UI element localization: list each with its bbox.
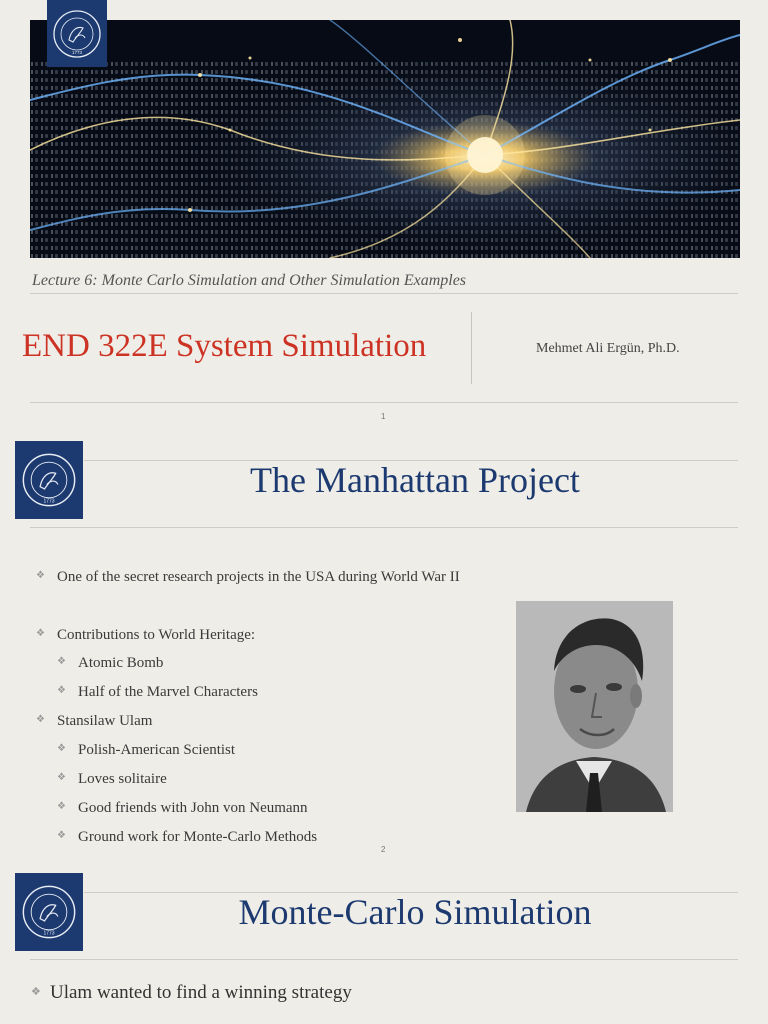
seal-year: 1773: [71, 49, 83, 55]
diamond-bullet-icon: ❖: [31, 986, 41, 998]
diamond-bullet-icon: ❖: [57, 772, 66, 783]
diamond-bullet-icon: ❖: [57, 685, 66, 696]
list-item: ❖ One of the secret research projects in the USA during World War II: [36, 569, 460, 585]
manhattan-project-slide: [0, 430, 768, 862]
seal-year: 1773: [43, 498, 55, 505]
university-logo: [47, 0, 107, 67]
divider: [30, 402, 738, 403]
diamond-bullet-icon: ❖: [36, 714, 45, 725]
page-number: 1: [381, 412, 386, 421]
hero-image: [30, 20, 740, 258]
author-name: Mehmet Ali Ergün, Ph.D.: [536, 341, 680, 356]
list-item: ❖ Loves solitaire: [57, 771, 167, 787]
neural-network-illustration: [30, 20, 740, 258]
seal-year: 1773: [43, 930, 55, 937]
list-item: ❖ Good friends with John von Neumann: [57, 800, 308, 816]
list-item: ❖ Half of the Marvel Characters: [57, 684, 258, 700]
diamond-bullet-icon: ❖: [36, 570, 45, 581]
slide-title: Monte-Carlo Simulation: [238, 892, 592, 932]
course-title: END 322E System Simulation: [22, 328, 427, 364]
university-seal-icon: [51, 8, 103, 60]
diamond-bullet-icon: ❖: [57, 801, 66, 812]
vertical-divider: [471, 312, 472, 384]
divider: [30, 959, 738, 960]
list-item: ❖ Polish-American Scientist: [57, 742, 236, 758]
diamond-bullet-icon: ❖: [57, 656, 66, 667]
divider: [30, 293, 738, 294]
page-number: 2: [381, 845, 386, 854]
title-slide: [0, 0, 768, 430]
diamond-bullet-icon: ❖: [36, 628, 45, 639]
diamond-bullet-icon: ❖: [57, 830, 66, 841]
list-item: ❖ Ground work for Monte-Carlo Methods: [57, 829, 318, 845]
portrait-illustration: [516, 601, 673, 812]
list-item: ❖ Contributions to World Heritage:: [36, 627, 256, 643]
list-item: ❖ Ulam wanted to find a winning strategy: [31, 982, 352, 1003]
list-item: ❖ Atomic Bomb: [57, 655, 164, 671]
slide-title: The Manhattan Project: [250, 460, 580, 500]
bullet-list: [0, 430, 520, 862]
monte-carlo-slide: [0, 862, 768, 1024]
portrait-photo: [516, 601, 673, 812]
lecture-subtitle: Lecture 6: Monte Carlo Simulation and Other Simulation Examples: [32, 272, 467, 289]
diamond-bullet-icon: ❖: [57, 743, 66, 754]
list-item: ❖ Stansilaw Ulam: [36, 713, 153, 729]
